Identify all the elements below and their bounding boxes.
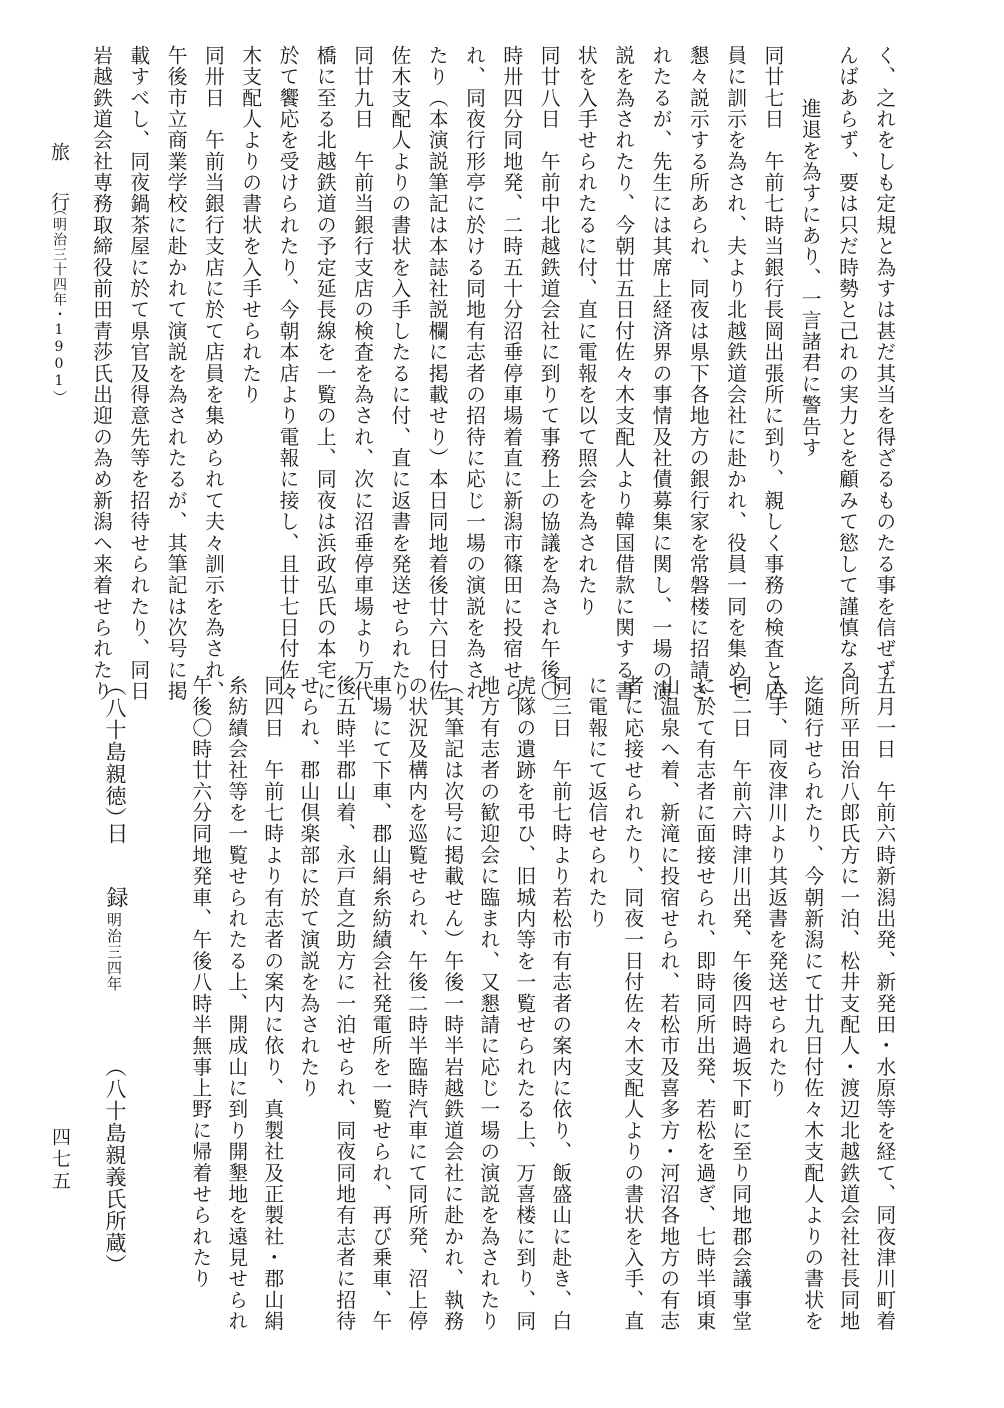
text-column: 午後市立商業学校に赴かれて演説を為されたるが、其筆記は次号に掲	[164, 45, 188, 702]
text-column: 入手、同夜津川より其返書を発送せられたり	[764, 675, 788, 1099]
text-column: 者に応接せられたり、同夜一日付佐々木支配人よりの書状を入手、直	[620, 675, 644, 1332]
text-column: 後五時半郡山着、永戸直之助方に一泊せられ、同夜同地有志者に招待	[332, 675, 356, 1332]
text-column: れたるが、先生には其席上経済界の事情及社債募集に関し、一場の演	[648, 45, 672, 702]
text-column: （其筆記は次号に掲載せん）午後一時半岩越鉄道会社に赴かれ、執務	[440, 675, 464, 1332]
text-column: 岩越鉄道会社専務取締役前田青莎氏出迎の為め新潟へ来着せられたり	[89, 45, 113, 702]
author-name: （八十島親徳）	[103, 675, 127, 829]
running-year: （明治三十四年・1901）	[51, 202, 67, 405]
text-column: 佐木支配人よりの書状を入手したるに付、直に返書を発送せられたり	[387, 45, 411, 702]
running-title: 旅 行	[48, 142, 70, 217]
text-column: 車場にて下車、郡山絹糸紡績会社発電所を一覧せられ、再び乗車、午	[368, 675, 392, 1332]
text-column: 同廿九日 午前当銀行支店の検査を為され、次に沼垂停車場より万代	[350, 45, 374, 702]
text-column: 五月一日 午前六時新潟出発、新発田・水原等を経て、同夜津川町着	[872, 675, 896, 1332]
text-column: 同卅日 午前当銀行支店に於て店員を集められて夫々訓示を為され、	[201, 45, 225, 702]
text-column: 同廿八日 午前中北越鉄道会社に到りて事務上の協議を為され午後〇	[537, 45, 561, 702]
text-column: 同所平田治八郎氏方に一泊、松井支配人・渡辺北越鉄道会社社長同地	[836, 675, 860, 1332]
text-column: 説を為されたり、今朝廿五日付佐々木支配人より韓国借款に関する書	[611, 45, 635, 702]
text-column: 員に訓示を為され、夫より北越鉄道会社に赴かれ、役員一同を集めて	[723, 45, 747, 702]
text-column: 進退を為すにあり、一言諸君に警告す	[798, 98, 822, 459]
text-column: せられ、郡山倶楽部に於て演説を為されたり	[296, 675, 320, 1099]
text-column: 時卅四分同地発、二時五十分沼垂停車場着直に新潟市篠田に投宿せら	[499, 45, 523, 702]
document-year: 明治三四年	[105, 912, 123, 992]
text-column: 同四日 午前七時より有志者の案内に依り、真製社及正製社・郡山絹	[260, 675, 284, 1332]
text-column: 山温泉へ着、新滝に投宿せられ、若松市及喜多方・河沼各地方の有志	[656, 675, 680, 1332]
text-column: 虎隊の遺跡を弔ひ、旧城内等を一覧せられたる上、万喜楼に到り、同	[512, 675, 536, 1332]
text-column: たり（本演説筆記は本誌社説欄に掲載せり）本日同地着後廿六日付佐	[425, 45, 449, 702]
text-column: に電報にて返信せられたり	[584, 675, 608, 930]
text-column: の状況及構内を巡覧せられ、午後二時半臨時汽車にて同所発、沼上停	[404, 675, 428, 1332]
text-column: 地方有志者の歓迎会に臨まれ、又懇請に応じ一場の演説を為されたり	[476, 675, 500, 1332]
text-column: 橋に至る北越鉄道の予定延長線を一覧の上、同夜は浜政弘氏の本宅に	[313, 45, 337, 702]
page-number: 四七五	[49, 1127, 71, 1193]
text-column: 糸紡績会社等を一覧せられたる上、開成山に到り開墾地を遠見せられ	[224, 675, 248, 1332]
text-column: 於て饗応を受けられたり、今朝本店より電報に接し、且廿七日付佐々	[275, 45, 299, 702]
text-column: れ、同夜行形亭に於ける同地有志者の招待に応じ一場の演説を為され	[462, 45, 486, 702]
text-column: 同二日 午前六時津川出発、午後四時過坂下町に至り同地郡会議事堂	[728, 675, 752, 1332]
text-column: 迄随行せられたり、今朝新潟にて廿九日付佐々木支配人よりの書状を	[800, 675, 824, 1332]
text-column: 木支配人よりの書状を入手せられたり	[238, 45, 262, 406]
text-column: 同廿七日 午前七時当銀行長岡出張所に到り、親しく事務の検査と店	[760, 45, 784, 702]
text-column: 載すべし、同夜鍋茶屋に於て県官及得意先等を招待せられたり、同日	[126, 45, 150, 702]
text-column: 午後〇時廿六分同地発車、午後八時半無事上野に帰着せられたり	[188, 675, 212, 1290]
text-column: に於て有志者に面接せられ、即時同所出発、若松を過ぎ、七時半頃東	[692, 675, 716, 1332]
text-column: 状を入手せられたるに付、直に電報を以て照会を為されたり	[574, 45, 598, 618]
text-column: んばあらず、要は只だ時勢と己れの実力とを顧みて慾して謹慎なる	[835, 45, 859, 681]
source-attribution: （八十島親義氏所蔵）	[103, 1056, 127, 1276]
text-column: く、之れをしも定規と為すは甚だ其当を得ざるものたる事を信ぜず	[872, 45, 896, 681]
text-column: 懇々説示する所あられ、同夜は県下各地方の銀行家を常磐楼に招請さ	[686, 45, 710, 702]
text-column: 同三日 午前七時より若松市有志者の案内に依り、飯盛山に赴き、白	[548, 675, 572, 1332]
document-title: 日 録	[103, 822, 128, 918]
